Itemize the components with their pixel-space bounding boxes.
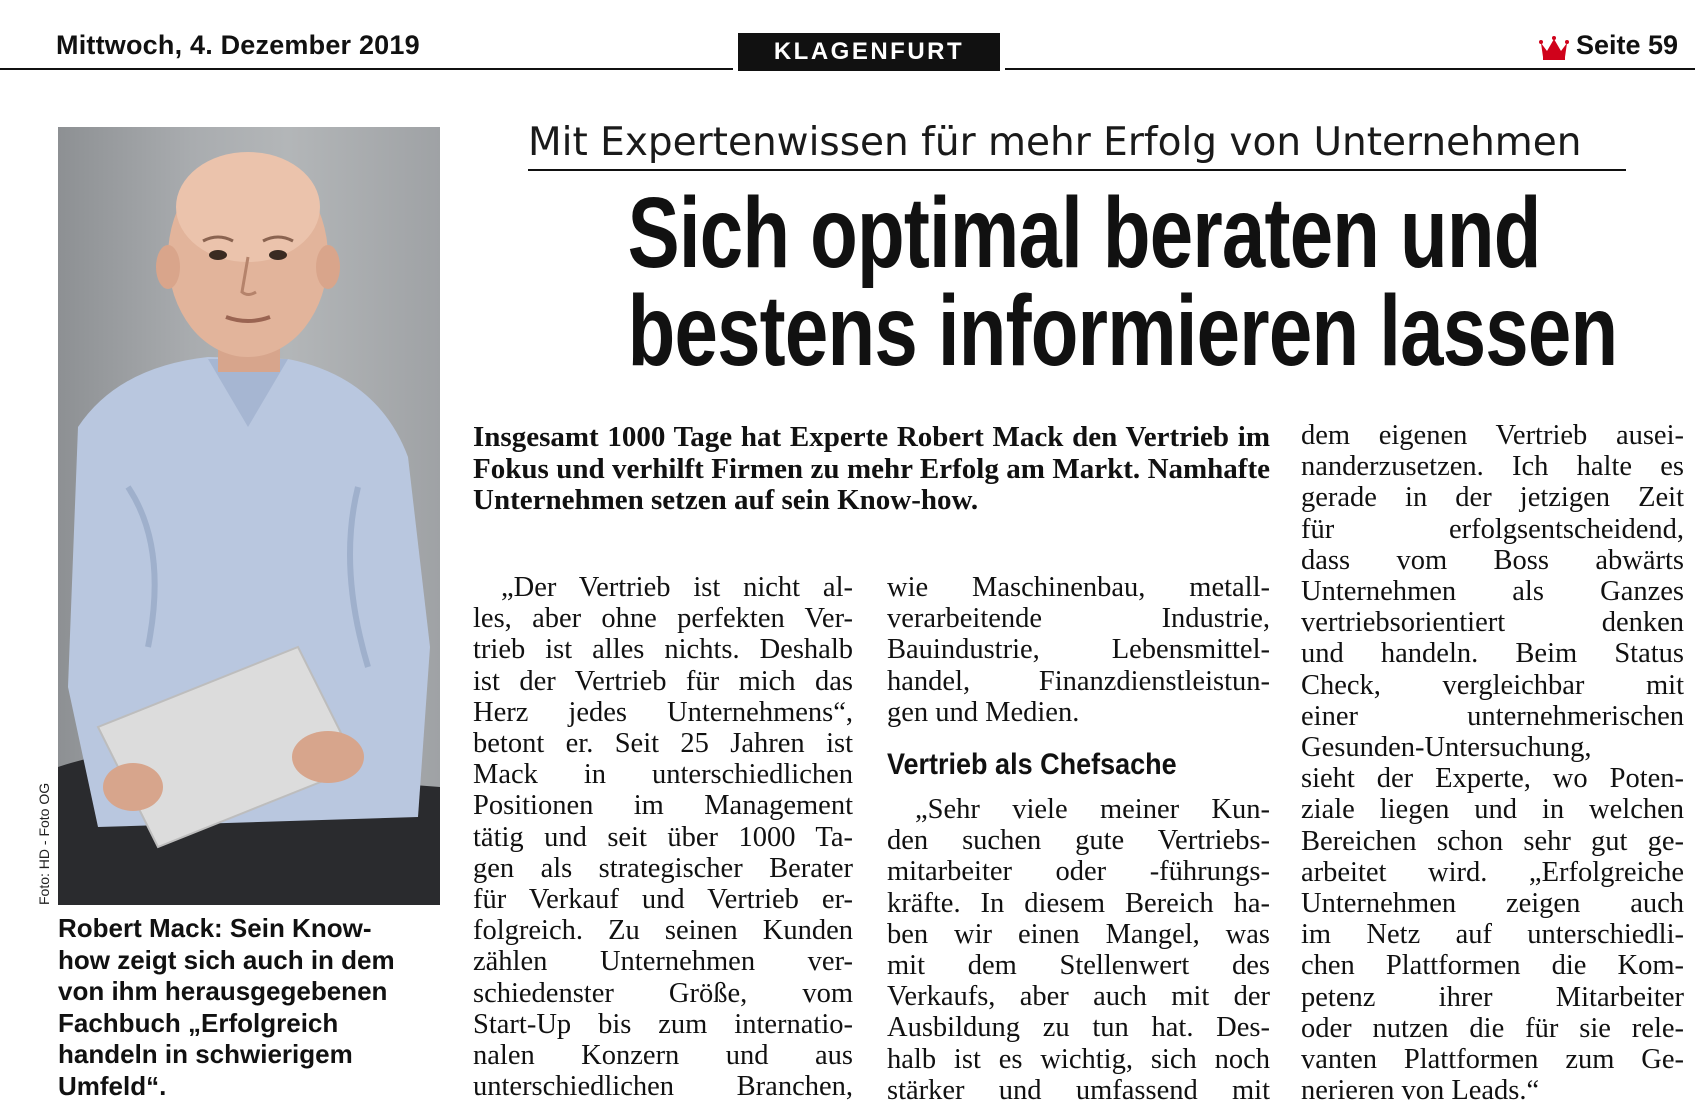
body-line: sieht der Experte, wo Poten- <box>1301 763 1684 795</box>
header-rule-right <box>1005 68 1695 70</box>
body-line: Gesunden-Untersuchung, <box>1301 732 1592 764</box>
article-kicker: Mit Expertenwissen für mehr Erfolg von Unternehmen <box>528 120 1582 165</box>
body-column-3 <box>1301 420 1684 1106</box>
body-line: dass vom Boss abwärts <box>1301 544 1684 576</box>
body-line: Herz jedes Unternehmens“, <box>473 696 853 728</box>
body-line: nerieren von Leads.“ <box>1301 1075 1540 1107</box>
body-line: oder nutzen die für sie rele- <box>1301 1012 1684 1044</box>
issue-date: Mittwoch, 4. Dezember 2019 <box>56 30 420 60</box>
caption-line: Umfeld“. <box>58 1070 167 1101</box>
body-line: arbeitet wird. „Erfolgreiche <box>1301 856 1684 888</box>
headline-line: Sich optimal beraten und <box>627 177 1541 289</box>
body-line: dem eigenen Vertrieb ausei- <box>1301 420 1684 451</box>
body-line: vertriebsorientiert denken <box>1301 607 1684 639</box>
body-line: Unternehmen zeigen auch <box>1301 888 1684 920</box>
body-line: im Netz auf unterschiedli- <box>1301 919 1684 951</box>
headline-line: bestens informieren lassen <box>627 275 1618 387</box>
body-line: mit dem Stellenwert des <box>887 950 1270 982</box>
body-line: Verkaufs, aber auch mit der <box>887 981 1270 1013</box>
body-line: handel, Finanzdienstleistun- <box>887 665 1270 697</box>
body-column-1 <box>473 572 853 1102</box>
section-badge: KLAGENFURT <box>738 33 1000 71</box>
body-line: zählen Unternehmen ver- <box>473 946 853 978</box>
body-line: unterschiedlichen Branchen, <box>473 1071 853 1103</box>
body-line: mitarbeiter oder -führungs- <box>887 856 1270 888</box>
body-line: gen als strategischer Berater <box>473 852 853 884</box>
body-line: folgreich. Zu seinen Kunden <box>473 915 853 947</box>
body-line: wie Maschinenbau, metall- <box>887 572 1270 603</box>
body-line: stärker und umfassend mit <box>887 1074 1270 1106</box>
kicker-underline <box>528 169 1626 171</box>
body-line: Check, vergleichbar mit <box>1301 669 1684 701</box>
body-line: halb ist es wichtig, sich noch <box>887 1043 1270 1075</box>
body-line: gen und Medien. <box>887 696 1080 728</box>
body-line: Ausbildung zu tun hat. Des- <box>887 1012 1270 1044</box>
body-line: ben wir einen Mangel, was <box>887 918 1270 950</box>
photo-credit: Foto: HD - Foto OG <box>36 782 52 905</box>
portrait-photo <box>58 127 440 905</box>
body-line: petenz ihrer Mitarbeiter <box>1301 981 1684 1013</box>
body-line: chen Plattformen die Kom- <box>1301 950 1684 982</box>
header-rule-left <box>0 68 733 70</box>
body-line: und handeln. Beim Status <box>1301 638 1684 670</box>
page-number: Seite 59 <box>1576 30 1679 60</box>
caption-line: handeln in schwierigem <box>58 1039 353 1069</box>
body-line: betont er. Seit 25 Jahren ist <box>473 728 853 760</box>
crown-icon <box>1539 35 1569 61</box>
body-line: Bereichen schon sehr gut ge- <box>1301 825 1684 857</box>
body-line: für Verkauf und Vertrieb er- <box>473 884 853 916</box>
body-line: „Sehr viele meiner Kun- <box>915 794 1270 826</box>
article-lead: Insgesamt 1000 Tage hat Experte Robert Mack den Vertrieb im Fokus und verhilft Firmen zu mehr Erfolg am Markt. Namhafte Unternehmen setzen auf sein Know-how. <box>473 421 1270 516</box>
article-subhead: Vertrieb als Chefsache <box>887 748 1177 782</box>
body-line: „Der Vertrieb ist nicht al- <box>501 572 853 603</box>
body-line: für erfolgsentscheidend, <box>1301 513 1684 545</box>
body-line: vanten Plattformen zum Ge- <box>1301 1044 1684 1076</box>
body-line: trieb ist alles nichts. Deshalb <box>473 634 853 666</box>
body-line: kräfte. In diesem Bereich ha- <box>887 887 1270 919</box>
body-line: Start-Up bis zum internatio- <box>473 1008 853 1040</box>
body-line: Bauindustrie, Lebensmittel- <box>887 634 1270 666</box>
body-line: schiedenster Größe, vom <box>473 977 853 1009</box>
body-line: nanderzusetzen. Ich halte es <box>1301 451 1684 483</box>
body-line: ist der Vertrieb für mich das <box>473 665 853 697</box>
body-line: Unternehmen als Ganzes <box>1301 576 1684 608</box>
portrait-illustration <box>58 127 440 905</box>
body-line: les, aber ohne perfekten Ver- <box>473 603 853 635</box>
body-line: nalen Konzern und aus <box>473 1040 853 1072</box>
caption-line: Fachbuch „Erfolgreich <box>58 1007 339 1038</box>
caption-line: von ihm herausgegebenen <box>58 976 388 1006</box>
body-line: einer unternehmerischen <box>1301 700 1684 732</box>
body-line: Mack in unterschiedlichen <box>473 759 853 791</box>
body-line: tätig und seit über 1000 Ta- <box>473 821 853 853</box>
caption-line: Robert Mack: Sein Know- <box>58 913 372 943</box>
body-line: gerade in der jetzigen Zeit <box>1301 482 1684 514</box>
caption-line: how zeigt sich auch in dem <box>58 944 395 975</box>
article-headline <box>500 177 1660 387</box>
body-line: Positionen im Management <box>473 790 853 822</box>
body-line: den suchen gute Vertriebs- <box>887 825 1270 857</box>
photo-caption <box>58 913 440 1102</box>
body-line: verarbeitende Industrie, <box>887 603 1270 635</box>
body-line: ziale liegen und in welchen <box>1301 794 1684 826</box>
body-column-2 <box>887 572 1270 1106</box>
